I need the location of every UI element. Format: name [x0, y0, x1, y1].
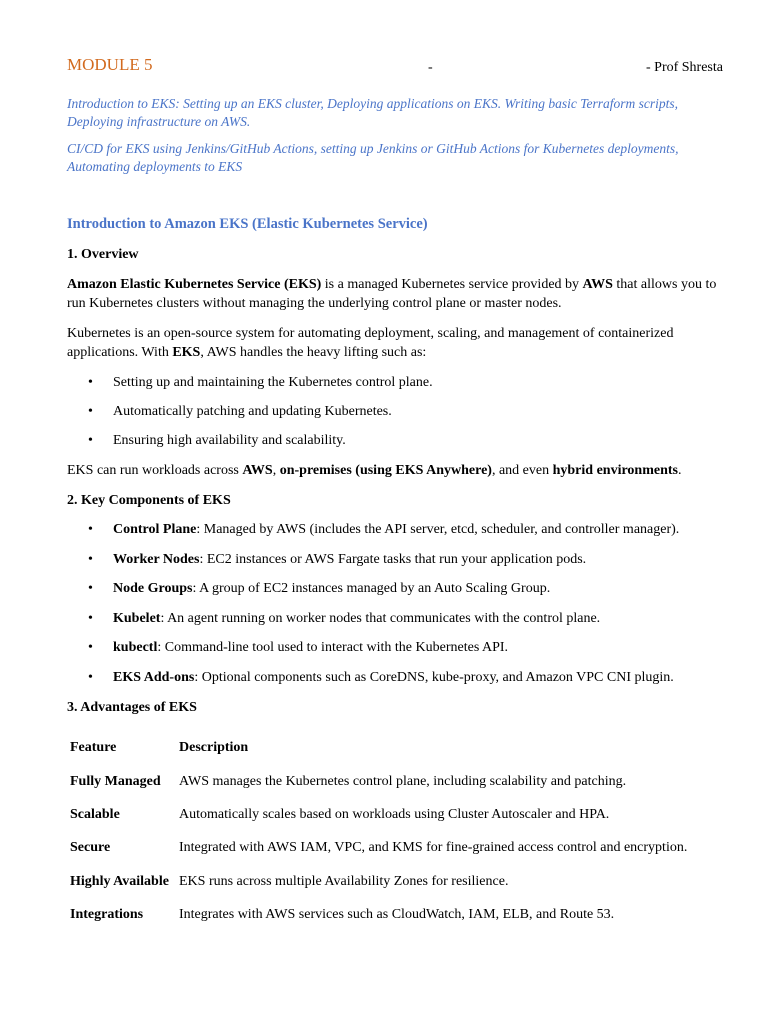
overview-heading: 1. Overview	[67, 247, 139, 262]
overview-paragraph-1: Amazon Elastic Kubernetes Service (EKS) is a managed Kubernetes service provided by AWS that allows you to run Kubernetes clusters without managing the underlying control plane or master nodes.	[67, 277, 717, 311]
intro-topics-1: Introduction to EKS: Setting up an EKS cluster, Deploying applications on EKS. Writing basic Terraform scripts, Deploying infrastructure on AWS.	[67, 96, 678, 129]
author-name: - Prof Shresta	[646, 60, 723, 75]
table-row: Scalable Automatically scales based on workloads using Cluster Autoscaler and HPA.	[70, 806, 610, 822]
bullet-icon: •	[88, 640, 93, 655]
list-item: • Kubelet: An agent running on worker nodes that communicates with the control plane.	[88, 611, 601, 626]
header-feature: Feature	[70, 740, 117, 756]
list-item: • EKS Add-ons: Optional components such as CoreDNS, kube-proxy, and Amazon VPC CNI plugin.	[88, 670, 674, 685]
module-title: MODULE 5	[67, 55, 153, 74]
list-item: • Node Groups: A group of EC2 instances managed by an Auto Scaling Group.	[88, 581, 551, 596]
bullet-icon: •	[88, 670, 93, 685]
overview-paragraph-3: EKS can run workloads across AWS, on-premises (using EKS Anywhere), and even hybrid environments.	[67, 463, 682, 478]
bullet-icon: •	[88, 611, 93, 626]
table-row: Highly Available EKS runs across multiple Availability Zones for resilience.	[70, 873, 509, 889]
bullet-icon: •	[88, 581, 93, 596]
components-heading: 2. Key Components of EKS	[67, 493, 231, 508]
list-item: • Automatically patching and updating Kubernetes.	[88, 404, 392, 419]
list-item: • Control Plane: Managed by AWS (includes the API server, etcd, scheduler, and controller manager).	[88, 522, 680, 537]
list-item: • Ensuring high availability and scalability.	[88, 433, 346, 448]
bullet-icon: •	[88, 404, 93, 419]
intro-topics-2: CI/CD for EKS using Jenkins/GitHub Actions, setting up Jenkins or GitHub Actions for Kubernetes deployments, Automating deployments to EKS	[67, 141, 679, 174]
table-row: Fully Managed AWS manages the Kubernetes control plane, including scalability and patching.	[70, 773, 627, 789]
bullet-icon: •	[88, 433, 93, 448]
list-item: • Worker Nodes: EC2 instances or AWS Fargate tasks that run your application pods.	[88, 552, 587, 567]
table-header-row	[67, 731, 747, 764]
list-item: • Setting up and maintaining the Kubernetes control plane.	[88, 375, 433, 390]
bullet-icon: •	[88, 522, 93, 537]
header-description: Description	[179, 740, 249, 756]
bullet-icon: •	[88, 375, 93, 390]
advantages-heading: 3. Advantages of EKS	[67, 700, 197, 715]
header-separator: -	[428, 60, 433, 75]
bullet-icon: •	[88, 552, 93, 567]
table-row: Secure Integrated with AWS IAM, VPC, and KMS for fine-grained access control and encryption.	[70, 840, 688, 856]
advantages-table	[67, 731, 747, 931]
table-row: Integrations Integrates with AWS services such as CloudWatch, IAM, ELB, and Route 53.	[70, 907, 615, 923]
eks-term: Amazon Elastic Kubernetes Service (EKS)	[67, 277, 322, 292]
overview-paragraph-2: Kubernetes is an open-source system for automating deployment, scaling, and management of containerized applications. With EKS, AWS handles the heavy lifting such as:	[67, 326, 674, 360]
section-title: Introduction to Amazon EKS (Elastic Kubernetes Service)	[67, 216, 428, 232]
list-item: • kubectl: Command-line tool used to interact with the Kubernetes API.	[88, 640, 509, 655]
